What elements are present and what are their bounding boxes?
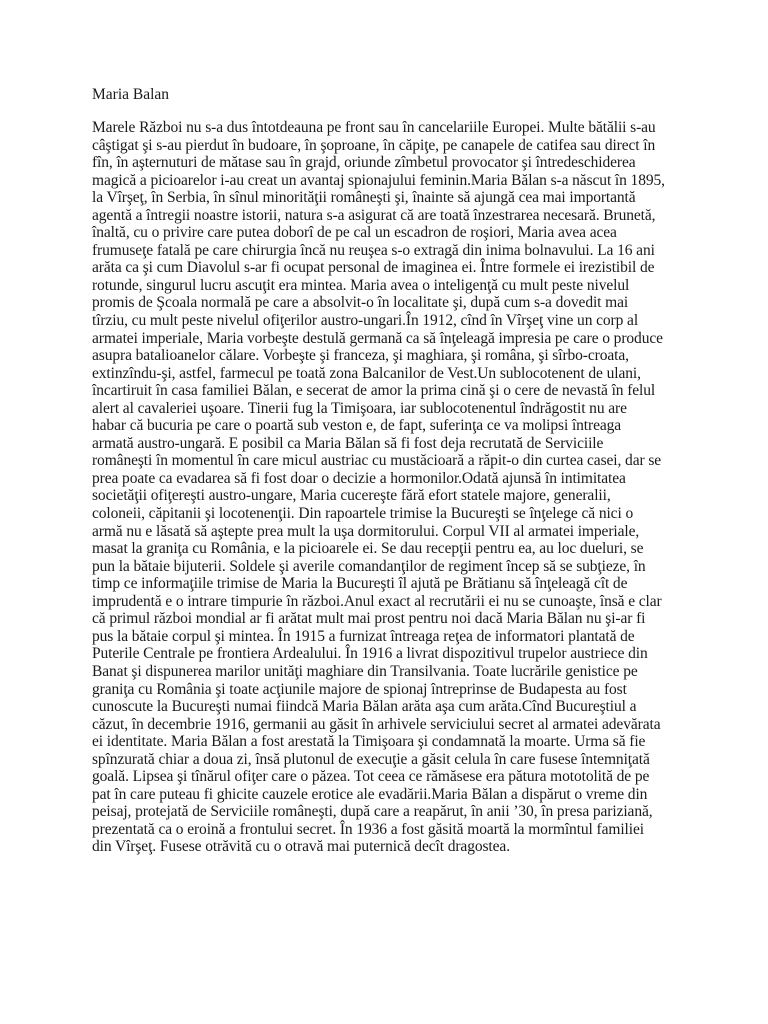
- body-line: prezentată ca o eroină a frontului secret. În 1936 a fost găsită moartă la mormîntul familiei: [92, 820, 644, 838]
- body-line: câştigat şi s-au pierdut în budoare, în şoproane, în căpiţe, pe canapele de catifea sau direct în: [92, 136, 656, 154]
- body-line: armă nu e lăsată să aştepte prea mult la uşa dormitorului. Corpul VII al armatei imperiale,: [92, 522, 640, 540]
- body-line: pat în care puteau fi ghicite cauzele erotice ale evadării.Maria Bălan a dispărut o vreme din: [92, 785, 648, 803]
- body-line: imprudentă e o intrare timpurie în război.Anul exact al recrutării ei nu se cunoaşte, însă e clar: [92, 592, 662, 610]
- body-line: frumuseţe fatală pe care chirurgia încă nu reuşea s-o extragă din inima bolnavului. La 16 ani: [92, 241, 655, 259]
- body-line: căzut, în decembrie 1916, germanii au găsit în arhivele serviciului secret al armatei adevărata: [92, 715, 661, 733]
- body-line: pun la bătaie bijuterii. Soldele şi averile comandanţilor de regiment încep să se subţieze, în: [92, 557, 646, 575]
- body-line: arăta ca şi cum Diavolul s-ar fi ocupat personal de imaginea ei. Între formele ei irezistibil de: [92, 259, 655, 277]
- body-line: fîn, în aşternuturi de mătase sau în grajd, oriunde zîmbetul provocator şi întredeschiderea: [92, 154, 636, 172]
- body-line: spînzurată chiar a doua zi, însă plutonul de execuţie a găsit celula în care fusese întemniţată: [92, 750, 650, 768]
- body-line: alert al cavaleriei uşoare. Tinerii fug la Timişoara, iar sublocotenentul îndrăgostit nu are: [92, 399, 627, 417]
- body-line: armată austro-ungară. E posibil ca Maria Bălan să fi fost deja recrutată de Serviciile: [92, 434, 604, 452]
- body-line: înaltă, cu o privire care putea doborî de pe cal un escadron de roşiori, Maria avea acea: [92, 224, 617, 242]
- document-title: Maria Balan: [92, 86, 170, 103]
- body-line: coloneii, căpitanii şi locotenenţii. Din rapoartele trimise la Bucureşti se înţelege că nici o: [92, 505, 634, 523]
- body-line: promis de Şcoala normală pe care a absolvit-o în localitate şi, după cum s-a dovedit mai: [92, 294, 629, 312]
- body-line: armatei imperiale, Maria vorbeşte destulă germană ca să înţeleagă impresia pe care o produce: [92, 329, 663, 347]
- body-line: habar că bucuria pe care o poartă sub veston e, de fapt, suferinţa ce va molipsi întreaga: [92, 417, 622, 435]
- body-line: societăţii ofiţereşti austro-ungare, Maria cucereşte fără efort statele majore, generalii,: [92, 487, 611, 505]
- body-line: asupra batalioanelor călare. Vorbeşte şi franceza, şi maghiara, şi româna, şi sîrbo-croata,: [92, 347, 629, 365]
- body-line: timp ce informaţiile trimise de Maria la Bucureşti îl ajută pe Brătianu să înţeleagă cît de: [92, 575, 628, 593]
- body-line: cunoscute la Bucureşti numai fiindcă Maria Bălan arăta aşa cum arăta.Cînd Bucureştiul a: [92, 698, 637, 716]
- body-line: că primul război mondial ar fi arătat mult mai prost pentru noi dacă Maria Bălan nu şi-ar fi: [92, 610, 646, 628]
- body-line: româneşti în momentul în care micul austriac cu mustăcioară a răpit-o din curtea casei, dar se: [92, 452, 662, 470]
- body-line: peisaj, protejată de Serviciile româneşti, după care a reapărut, în anii ’30, în presa pariziană,: [92, 803, 653, 821]
- body-line: graniţa cu România şi toate acţiunile majore de spionaj întreprinse de Budapesta au fost: [92, 680, 627, 698]
- body-line: masat la graniţa cu România, e la picioarele ei. Se dau recepţii pentru ea, au loc dueluri, se: [92, 540, 644, 558]
- body-line: agentă a întregii noastre istorii, natura s-a asigurat că are toată înzestrarea necesară. Brunetă,: [92, 206, 656, 224]
- body-line: goală. Lipsea şi tînărul ofiţer care o păzea. Tot ceea ce rămăsese era pătura mototolită de pe: [92, 768, 650, 786]
- body-line: pus la bătaie corpul şi mintea. În 1915 a furnizat întreaga reţea de informatori plantată de: [92, 627, 635, 645]
- body-line: tîrziu, cu mult peste nivelul ofiţerilor austro-ungari.În 1912, cînd în Vîrşeţ vine un corp al: [92, 312, 639, 330]
- body-line: încartiruit în casa familiei Bălan, e secerat de amor la prima cină şi o cere de nevastă în felul: [92, 382, 656, 400]
- body-line: Puterile Centrale pe frontiera Ardealului. În 1916 a livrat dispozitivul trupelor austriece din: [92, 645, 648, 663]
- body-line: la Vîrşeţ, în Serbia, în sînul minorităţii româneşti şi, înainte să ajungă cea mai importantă: [92, 189, 636, 207]
- body-line: ei identitate. Maria Bălan a fost arestată la Timişoara şi condamnată la moarte. Urma să fie: [92, 733, 646, 751]
- body-line: magică a picioarelor i-au creat un avantaj spionajului feminin.Maria Bălan s-a născut în 1895,: [92, 171, 665, 189]
- body-line: extinzîndu-şi, astfel, farmecul pe toată zona Balcanilor de Vest.Un sublocotenent de ulani,: [92, 364, 641, 382]
- body-line: din Vîrşeţ. Fusese otrăvită cu o otravă mai puternică decît dragostea.: [92, 838, 510, 856]
- document-body: [92, 119, 732, 856]
- body-line: prea poate ca evadarea să fi fost doar o decizie a hormonilor.Odată ajunsă în intimitatea: [92, 469, 626, 487]
- body-line: Marele Război nu s-a dus întotdeauna pe front sau în cancelariile Europei. Multe bătălii s-au: [92, 119, 656, 136]
- body-line: Banat şi dispunerea marilor unităţi maghiare din Transilvania. Toate lucrările genistice pe: [92, 662, 638, 680]
- body-line: rotunde, singurul lucru ascuţit era mintea. Maria avea o inteligenţă cu mult peste nivelul: [92, 276, 630, 294]
